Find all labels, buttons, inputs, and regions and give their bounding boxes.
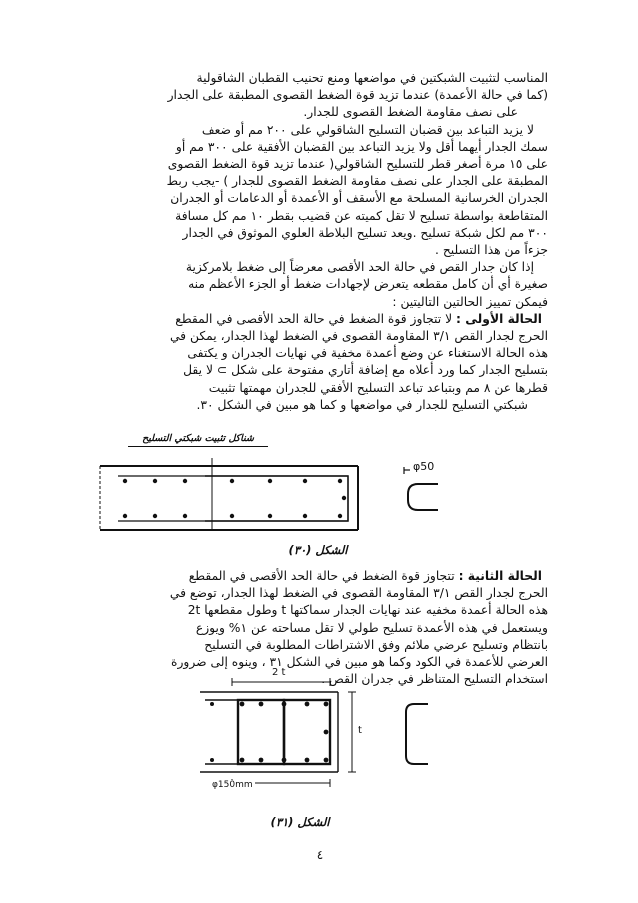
- figure-30-phi-label: φ50: [413, 460, 435, 473]
- text-line: على نصف مقاومة الضغط القصوى للجدار.: [303, 105, 518, 120]
- case2-paragraph: [88, 568, 548, 585]
- text-line: المطبقة على الجدار على نصف مقاومة الضغط القصوى للجدار ) -يجب ربط: [166, 174, 548, 189]
- figure-30-caption: الشكل (٣٠): [288, 543, 348, 557]
- text-line: تتجاوز قوة الضغط في حالة الحد الأقصى في المقطع: [188, 569, 455, 583]
- text-line: لا يزيد التباعد بين قضبان التسليح الشاقولي على ٢٠٠ مم أو ضعف: [201, 122, 534, 137]
- text-line: بانتظام وتسليح عرضي ملائم وفق الاشتراطات المطلوبة في التسليح: [204, 637, 548, 652]
- text-line: الحرج لجدار القص ٣/١ المقاومة القصوى في الضغط لهذا الجدار، توضع في: [169, 586, 548, 601]
- text-line: المناسب لتثبيت الشبكتين في مواضعها ومنع تحنيب القطبان الشاقولية: [196, 71, 548, 85]
- figure-31-2t-label: 2 t: [272, 667, 286, 678]
- text-line: العرضي للأعمدة في الكود وكما هو مبين في الشكل ٣١ ، وينوه إلى ضرورة: [171, 655, 548, 670]
- text-line: لا تتجاوز قوة الضغط في حالة الحد الأقصى في المقطع: [175, 311, 453, 326]
- text-line: فيمكن تمييز الحالتين التاليتين :: [392, 294, 548, 309]
- text-line: الجدران الخرسانية المسلحة مع الأسقف أو الأعمدة أو الدعامات أو الجدران: [170, 191, 548, 206]
- text-line: استخدام التسليح المتناظر في جدران القص .: [321, 672, 548, 687]
- body-text-top: [88, 70, 548, 414]
- text-line: ٣٠٠ مم لكل شبكة تسليح .ويعد تسليح البلاطة العلوي الموثوق في الجدار: [182, 225, 548, 240]
- text-line: الحرج لجدار القص ٣/١ المقاومة القصوى في الضغط لهذا الجدار، يمكن في: [169, 329, 548, 344]
- body-text-bottom: [88, 568, 548, 688]
- text-line: (كما في حالة الأعمدة) عندما تزيد قوة الضغط القصوى المطبقة على الجدار: [167, 88, 548, 103]
- text-line: على ١٥ مرة أصغر قطر للتسليح الشاقولي( عندما تزيد قوة الضغط القصوى: [167, 157, 548, 172]
- text-line: ويستعمل في هذه الأعمدة تسليح طولي لا تقل مساحته عن ١% ويوزع: [195, 620, 548, 635]
- case2-heading: الحالة الثانية :: [458, 569, 542, 583]
- text-line: هذه الحالة الاستغناء عن وضع أعمدة مخفية في نهايات الجدران و يكتفى: [187, 346, 548, 361]
- text-line: هذه الحالة أعمدة مخفيه عند نهايات الجدار سماكتها t وطول مقطعها 2t: [187, 603, 548, 618]
- text-line: شبكتي التسليح للجدار في مواضعها و كما هو مبين في الشكل ٣٠.: [196, 397, 528, 412]
- text-line: إذا كان جدار القص في حالة الحد الأقصى معرضاً إلى ضغط بلامركزية: [185, 260, 534, 275]
- text-line: سمك الجدار أيهما أقل ولا يزيد التباعد بين القضبان الأفقية على ٣٠٠ مم أو: [175, 139, 548, 154]
- figure-30-top-label: شناكل تثبيت شبكتي التسليح: [128, 433, 268, 447]
- text-line: المتقاطعة بواسطة تسليح لا تقل كميته عن قضيب بقطر ١٠ مم كل مسافة: [175, 208, 548, 223]
- page-number: ٤: [316, 848, 324, 862]
- text-line: بتسليح الجدار كما ورد أعلاه مع إضافة أتاري مفتوحة على شكل ⊃ لا يقل: [183, 363, 548, 378]
- figure-31-t-label: t: [358, 725, 362, 736]
- text-line: جزءاً من هذا التسليح .: [435, 243, 548, 258]
- text-line: صغيرة أي أن كامل مقطعه يتعرض لإجهادات ضغط أو الجزء الأعظم منه: [188, 277, 548, 292]
- figure-31-caption: الشكل (٣١): [270, 815, 330, 829]
- figure-31-spacing-label: φ150mm: [212, 780, 253, 790]
- case1-paragraph: [88, 311, 548, 328]
- case1-heading: الحالة الأولى :: [456, 311, 542, 326]
- text-line: قطرها عن ٨ مم وبتباعد تباعد التسليح الأفقي للجدران مهمتها تثبيت: [208, 380, 548, 395]
